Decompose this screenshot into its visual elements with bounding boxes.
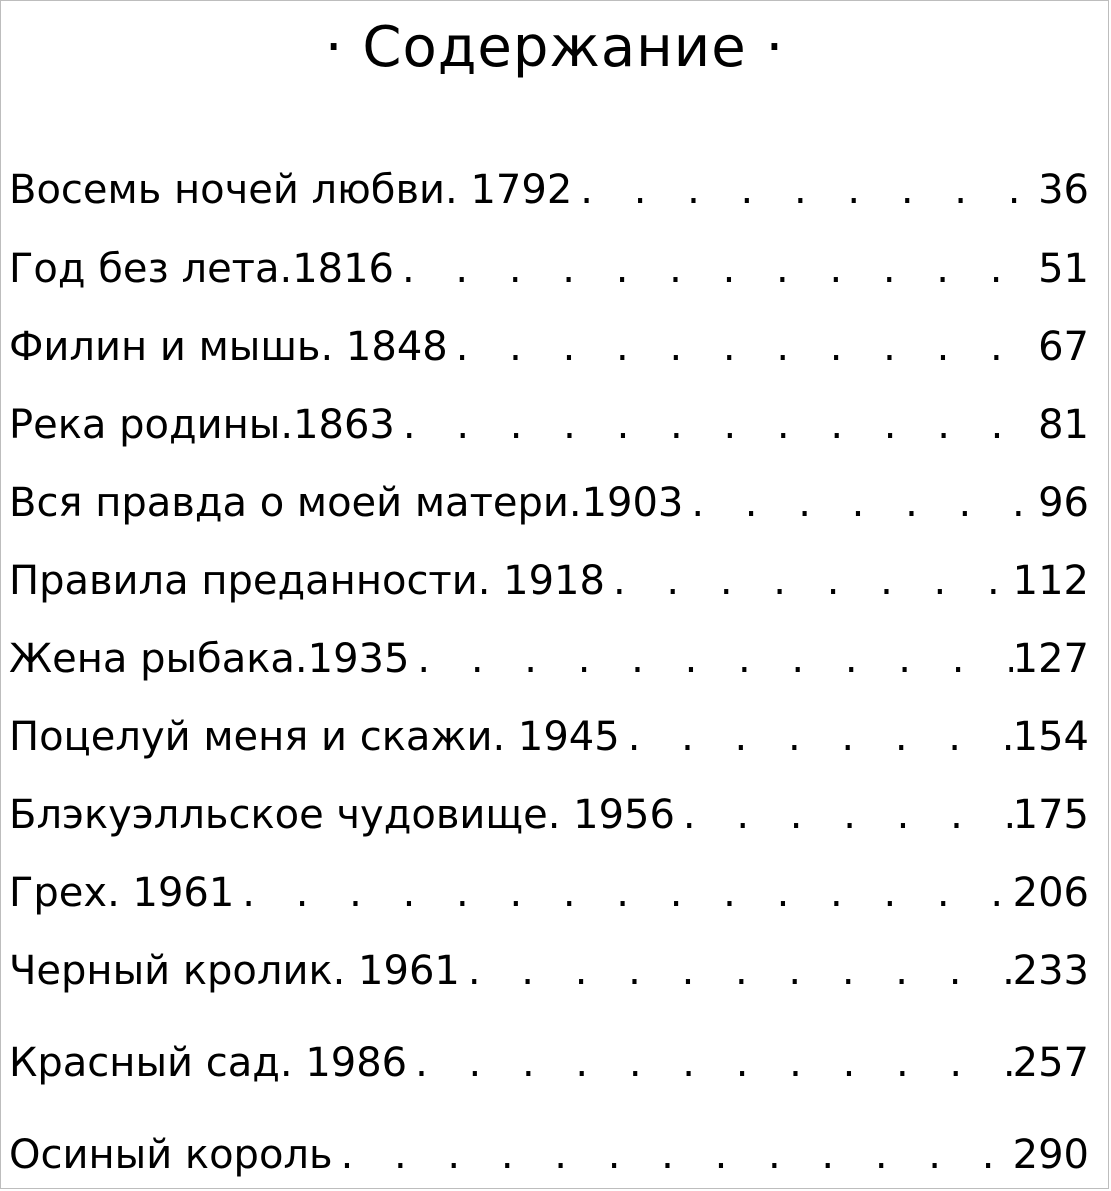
toc-entry	[9, 241, 1089, 297]
toc-entry-page: 175	[1012, 792, 1089, 838]
toc-entry-title: Река родины.1863	[9, 402, 395, 448]
toc-entry-page: 67	[1038, 324, 1089, 370]
toc-entry-page: 36	[1038, 167, 1089, 213]
toc-entry	[9, 943, 1089, 999]
dot-leader	[620, 709, 1013, 765]
dot-leader	[395, 397, 1038, 453]
dot-leader	[572, 162, 1038, 218]
dot-leader	[234, 865, 1012, 921]
toc-entry-title: Осиный король	[9, 1132, 333, 1178]
toc-entry	[9, 162, 1089, 218]
dot-leader	[605, 553, 1013, 609]
toc-entry-title: Восемь ночей любви. 1792	[9, 167, 573, 213]
dot-leader	[448, 319, 1038, 375]
toc-entry	[9, 475, 1089, 531]
dot-leader	[683, 475, 1038, 531]
toc-entry-page: 81	[1038, 402, 1089, 448]
toc-entry	[9, 553, 1089, 609]
toc-entry-page: 127	[1012, 636, 1089, 682]
toc-entry	[9, 319, 1089, 375]
toc-entry	[9, 865, 1089, 921]
toc-entry-page: 233	[1012, 948, 1089, 994]
toc-entry	[9, 397, 1089, 453]
toc-entry-page: 112	[1012, 558, 1089, 604]
toc-entry-title: Жена рыбака.1935	[9, 636, 410, 682]
toc-entry-page: 290	[1012, 1132, 1089, 1178]
dot-leader	[460, 943, 1013, 999]
toc-entry-title: Вся правда о моей матери.1903	[9, 480, 684, 526]
dot-leader	[407, 1035, 1013, 1091]
toc-entry-title: Филин и мышь. 1848	[9, 324, 448, 370]
toc-entry-title: Черный кролик. 1961	[9, 948, 460, 994]
toc-entry-title: Блэкуэлльское чудовище. 1956	[9, 792, 675, 838]
dot-leader	[333, 1127, 1013, 1183]
toc-entry-title: Год без лета.1816	[9, 246, 394, 292]
toc-entry-title: Поцелуй меня и скажи. 1945	[9, 714, 620, 760]
toc-entry-page: 206	[1012, 870, 1089, 916]
toc-entry	[9, 787, 1089, 843]
toc-entry-title: Красный сад. 1986	[9, 1040, 408, 1086]
toc-entry-title: Правила преданности. 1918	[9, 558, 605, 604]
dot-leader	[394, 241, 1038, 297]
toc-entry	[9, 631, 1089, 687]
toc-entry	[9, 1127, 1089, 1183]
toc-entry	[9, 1035, 1089, 1091]
toc-entry-page: 154	[1012, 714, 1089, 760]
toc-entry	[9, 709, 1089, 765]
toc-entry-page: 257	[1012, 1040, 1089, 1086]
dot-leader	[675, 787, 1013, 843]
toc-entry-title: Грех. 1961	[9, 870, 235, 916]
dot-leader	[409, 631, 1012, 687]
page-title: · Содержание ·	[324, 15, 785, 80]
toc-entry-page: 96	[1038, 480, 1089, 526]
toc-entry-page: 51	[1038, 246, 1089, 292]
